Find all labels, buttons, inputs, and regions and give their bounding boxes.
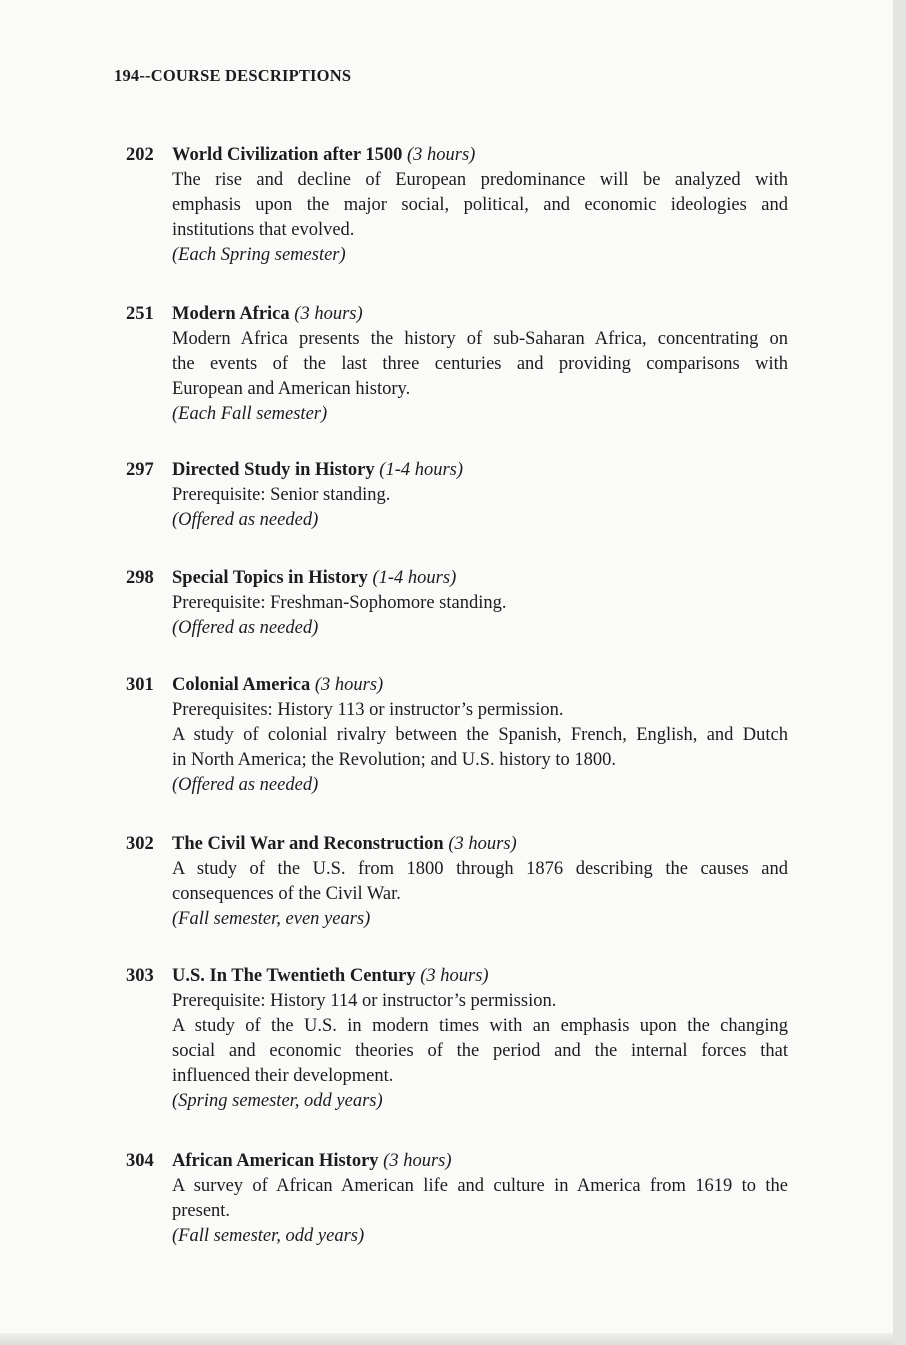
description-line: Prerequisite: Senior standing. <box>172 485 391 505</box>
description-line: Prerequisite: Freshman-Sophomore standing. <box>172 593 507 613</box>
course-offering-note: (Offered as needed) <box>172 618 319 638</box>
description-line: Prerequisites: History 113 or instructor’s permission. <box>172 700 564 720</box>
course-number: 297 <box>126 460 154 480</box>
course-offering-note: (Fall semester, odd years) <box>172 1226 365 1246</box>
course-offering-note: (Each Fall semester) <box>172 404 328 424</box>
course-number: 251 <box>126 304 154 324</box>
course-title-line <box>126 457 788 483</box>
course-title-line <box>126 142 788 168</box>
course-title: Special Topics in History <box>172 568 368 588</box>
course-number: 302 <box>126 834 154 854</box>
course-offering-note: (Spring semester, odd years) <box>172 1091 383 1111</box>
course-title-line <box>126 1148 788 1174</box>
description-line: A study of the U.S. from 1800 through 1876 describing the causes and <box>172 859 788 879</box>
course-description <box>172 989 788 1114</box>
course-251 <box>126 301 788 427</box>
course-number: 304 <box>126 1151 154 1171</box>
course-description <box>172 591 788 641</box>
course-description <box>172 857 788 932</box>
course-description <box>172 168 788 268</box>
course-title: Directed Study in History <box>172 460 375 480</box>
page-edge-shadow <box>893 0 906 1345</box>
course-title: African American History <box>172 1151 379 1171</box>
course-offering-note: (Offered as needed) <box>172 510 319 530</box>
course-title-line <box>126 831 788 857</box>
course-offering-note: (Each Spring semester) <box>172 245 346 265</box>
description-line: in North America; the Revolution; and U.S. history to 1800. <box>172 750 616 770</box>
description-line: influenced their development. <box>172 1066 394 1086</box>
page-bottom-shadow <box>0 1333 893 1345</box>
course-title: Modern Africa <box>172 304 290 324</box>
course-302 <box>126 831 788 932</box>
course-offering-note: (Offered as needed) <box>172 775 319 795</box>
description-line: social and economic theories of the period and the internal forces that <box>172 1041 788 1061</box>
course-hours: (3 hours) <box>448 834 517 854</box>
course-hours: (3 hours) <box>383 1151 452 1171</box>
description-line: Modern Africa presents the history of sub-Saharan Africa, concentrating on <box>172 329 788 349</box>
description-line: A study of the U.S. in modern times with an emphasis upon the changing <box>172 1016 788 1036</box>
course-hours: (3 hours) <box>294 304 363 324</box>
course-hours: (3 hours) <box>420 966 489 986</box>
description-line: European and American history. <box>172 379 411 399</box>
description-line: A study of colonial rivalry between the Spanish, French, English, and Dutch <box>172 725 788 745</box>
course-title-line <box>126 301 788 327</box>
description-line: emphasis upon the major social, political, and economic ideologies and <box>172 195 788 215</box>
course-number: 303 <box>126 966 154 986</box>
course-number: 301 <box>126 675 154 695</box>
description-line: institutions that evolved. <box>172 220 355 240</box>
course-301 <box>126 672 788 798</box>
page-header: 194--COURSE DESCRIPTIONS <box>114 66 352 85</box>
description-line: present. <box>172 1201 231 1221</box>
course-303 <box>126 963 788 1114</box>
course-title: The Civil War and Reconstruction <box>172 834 444 854</box>
course-hours: (3 hours) <box>407 145 476 165</box>
course-298 <box>126 565 788 641</box>
description-line: consequences of the Civil War. <box>172 884 401 904</box>
course-offering-note: (Fall semester, even years) <box>172 909 371 929</box>
course-title-line <box>126 672 788 698</box>
course-297 <box>126 457 788 533</box>
course-202 <box>126 142 788 268</box>
description-line: the events of the last three centuries and providing comparisons with <box>172 354 788 374</box>
course-number: 298 <box>126 568 154 588</box>
course-title: World Civilization after 1500 <box>172 145 403 165</box>
course-title: Colonial America <box>172 675 311 695</box>
course-description <box>172 1174 788 1249</box>
course-hours: (1-4 hours) <box>372 568 457 588</box>
course-title-line <box>126 963 788 989</box>
course-hours: (1-4 hours) <box>379 460 464 480</box>
course-description <box>172 483 788 533</box>
course-title: U.S. In The Twentieth Century <box>172 966 416 986</box>
description-line: A survey of African American life and culture in America from 1619 to the <box>172 1176 788 1196</box>
course-title-line <box>126 565 788 591</box>
course-number: 202 <box>126 145 154 165</box>
course-description <box>172 698 788 798</box>
course-description <box>172 327 788 427</box>
course-hours: (3 hours) <box>314 675 384 695</box>
description-line: Prerequisite: History 114 or instructor’s permission. <box>172 991 557 1011</box>
course-304 <box>126 1148 788 1249</box>
description-line: The rise and decline of European predominance will be analyzed with <box>172 170 788 190</box>
